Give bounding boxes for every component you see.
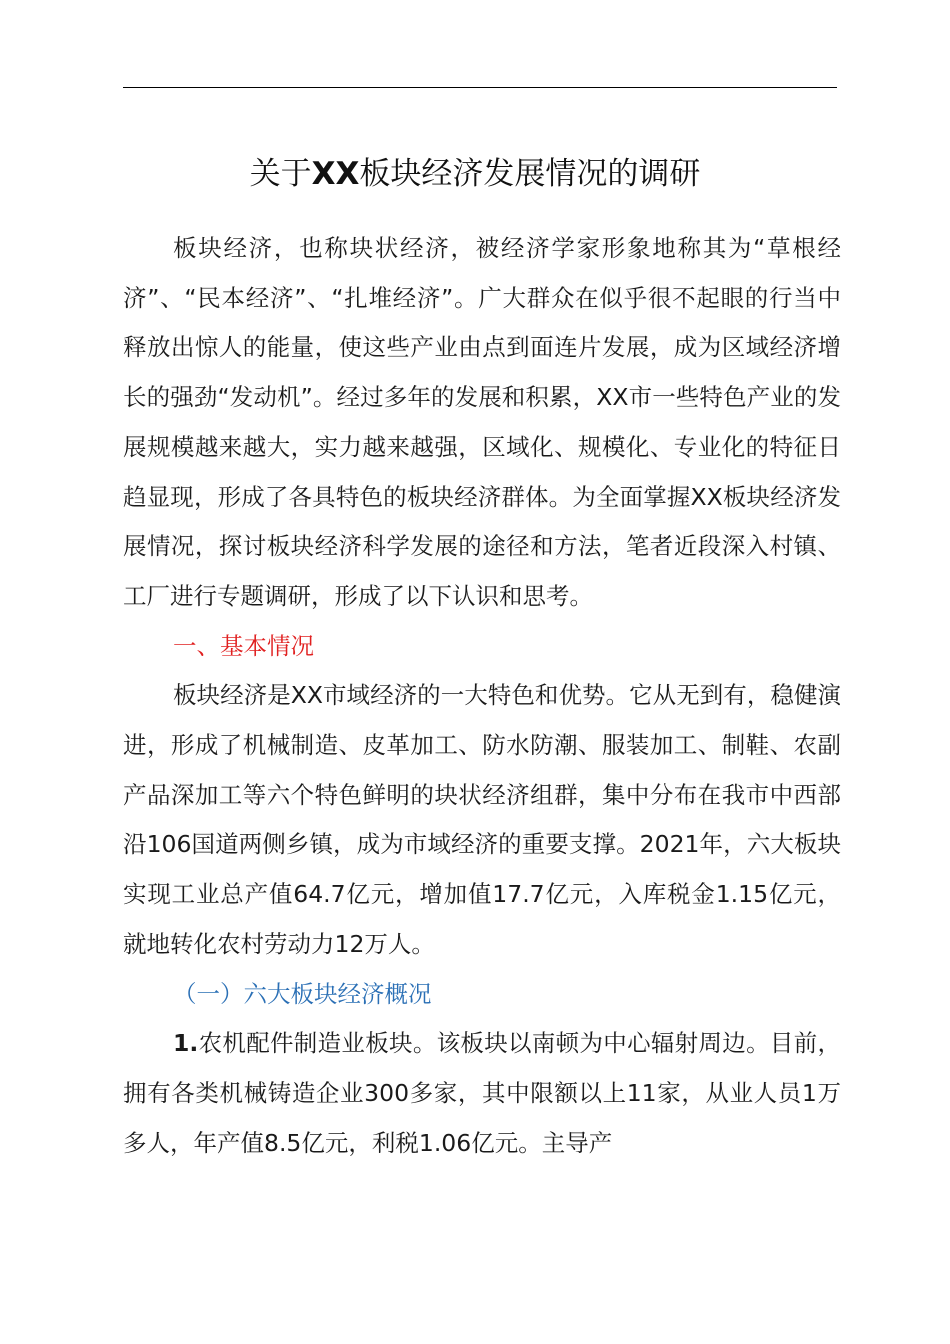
item1-paragraph <box>123 1019 841 1168</box>
subsection-heading-overview: （一）六大板块经济概况 <box>173 979 432 1008</box>
header-rule <box>123 87 837 88</box>
item1-number: 1. <box>173 1029 199 1058</box>
intro-paragraph: 板块经济，也称块状经济，被经济学家形象地称其为“草根经济”、“民本经济”、“扎堆经济”。广大群众在似乎很不起眼的行当中释放出惊人的能量，使这些产业由点到面连片发展，成为区域经济增长的强劲“发动机”。经过多年的发展和积累，XX市一些特色产业的发展规模越来越大，实力越来越强，区域化、规模化、专业化的特征日趋显现，形成了各具特色的板块经济群体。为全面掌握XX板块经济发展情况，探讨板块经济科学发展的途径和方法，笔者近段深入村镇、工厂进行专题调研，形成了以下认识和思考。 <box>123 234 841 610</box>
title-prefix: 关于 <box>249 156 312 192</box>
title-bold-xx: XX <box>311 156 360 192</box>
title-suffix: 板块经济发展情况的调研 <box>359 156 701 192</box>
section1-paragraph: 板块经济是XX市域经济的一大特色和优势。它从无到有，稳健演进，形成了机械制造、皮革加工、防水防潮、服装加工、制鞋、农副产品深加工等六个特色鲜明的块状经济组群，集中分布在我市中西部沿106国道两侧乡镇，成为市域经济的重要支撑。2021年，六大板块实现工业总产值64.7亿元，增加值17.7亿元，入库税金1.15亿元，就地转化农村劳动力12万人。 <box>123 681 841 958</box>
item1-text: 农机配件制造业板块。该板块以南顿为中心辐射周边。目前，拥有各类机械铸造企业300多家，其中限额以上11家，从业人员1万多人，年产值8.5亿元，利税1.06亿元。主导产 <box>123 1029 841 1157</box>
document-body <box>123 224 841 1168</box>
section-heading-basic-situation: 一、基本情况 <box>173 631 314 660</box>
document-title <box>0 148 950 200</box>
